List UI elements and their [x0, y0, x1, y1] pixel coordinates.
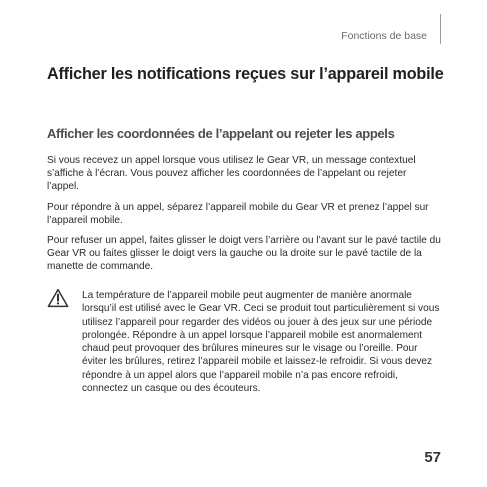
warning-text: La température de l’appareil mobile peut augmenter de manière anormale lorsqu’il est utilisé avec le Gear VR. Ceci se produit tout particulièrement si vous utilisez l’appareil pour regarder des vidéos ou jouer à des jeux sur une période prolongée. Répondre à un appel lorsque l’appareil mobile est anormalement chaud peut provoquer des brûlures mineures sur le visage ou l’oreille. Pour éviter les brûlures, retirez l’appareil mobile et laissez-le refroidir. Si vous devez répondre à un appel alors que l’appareil mobile n’a pas encore refroidi, connectez un casque ou des écouteurs.: [82, 290, 440, 395]
paragraph-incoming-call: Si vous recevez un appel lorsque vous utilisez le Gear VR, un message contextuel s’affiche à l’écran. Vous pouvez afficher les coordonnées de l’appelant ou rejeter l’appel.: [47, 155, 416, 193]
section-header: Fonctions de base: [341, 30, 427, 42]
paragraph-answer-call: Pour répondre à un appel, séparez l’appareil mobile du Gear VR et prenez l’appel sur l’appareil mobile.: [47, 202, 429, 227]
header-divider: [440, 14, 441, 44]
paragraph-reject-call: Pour refuser un appel, faites glisser le doigt vers l’arrière ou l’avant sur le pavé tactile du Gear VR ou faites glisser le doigt vers la gauche ou la droite sur le pavé tactile de la manette de commande.: [47, 235, 441, 273]
page-title: Afficher les notifications reçues sur l’appareil mobile: [47, 65, 444, 83]
warning-triangle-icon: [47, 288, 69, 308]
page-number: 57: [424, 449, 441, 466]
section-subtitle: Afficher les coordonnées de l’appelant ou rejeter les appels: [47, 126, 395, 141]
